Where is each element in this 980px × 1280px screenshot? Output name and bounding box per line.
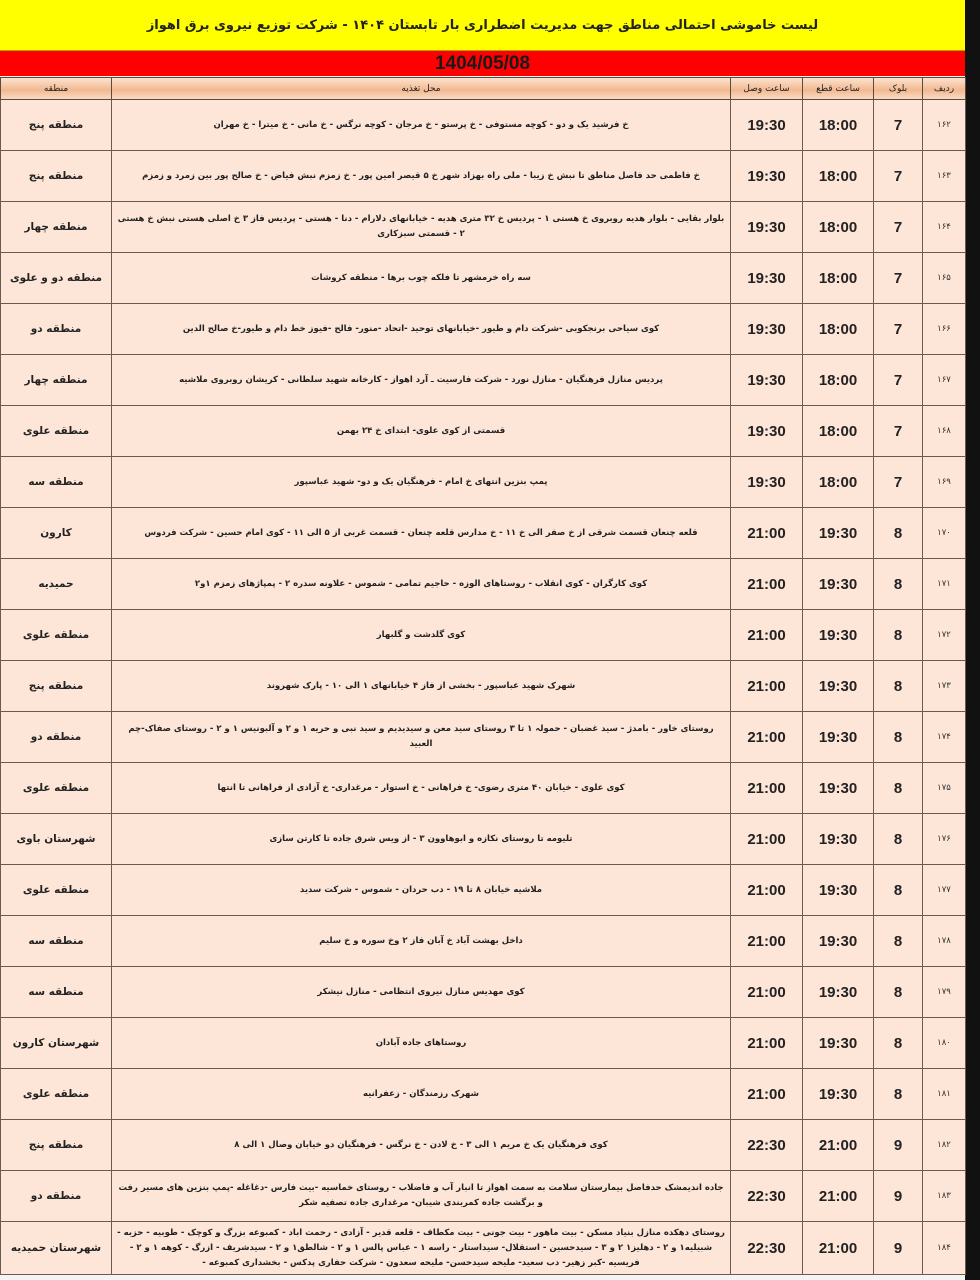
location-cell: کوی مهدیس منازل نیروی انتظامی - منازل نیشکر <box>112 967 731 1018</box>
location-cell: پردیس منازل فرهنگیان - منازل نورد - شرکت فارسیت ـ آرد اهواز - کارخانه شهید سلطانی - کریشان روبروی ملاشیه <box>112 355 731 406</box>
cut-time-cell: 19:30 <box>803 967 874 1018</box>
reconnect-time-cell: 21:00 <box>731 508 803 559</box>
cut-time-cell: 19:30 <box>803 865 874 916</box>
location-cell: بلوار بقایی - بلوار هدیه روبروی خ هستی ۱ - پردیس خ ۳۲ متری هدیه - خیابانهای دلارام - دنا - هستی - پردیس فاز ۳ خ اصلی هستی نبش خ هستی ۲ - قسمتی سبزکاری <box>112 202 731 253</box>
reconnect-time-cell: 21:00 <box>731 559 803 610</box>
region-cell: منطقه سه <box>1 916 112 967</box>
cut-time-cell: 21:00 <box>803 1120 874 1171</box>
block-cell: 9 <box>874 1222 923 1275</box>
block-cell: 8 <box>874 661 923 712</box>
block-cell: 7 <box>874 304 923 355</box>
block-cell: 8 <box>874 865 923 916</box>
cut-time-cell: 19:30 <box>803 1018 874 1069</box>
location-cell: خ فاطمی حد فاصل مناطق تا نبش خ زیبا - ملی راه بهزاد شهر خ ۵ قیصر امین پور - خ زمزم نبش فیاض - خ صالح پور بین زمرد و زمزم <box>112 151 731 202</box>
row-number-cell: ۱۸۱ <box>923 1069 966 1120</box>
row-number-cell: ۱۶۳ <box>923 151 966 202</box>
region-cell: منطقه چهار <box>1 202 112 253</box>
cut-time-cell: 19:30 <box>803 508 874 559</box>
region-cell: منطقه علوی <box>1 763 112 814</box>
region-cell: منطقه علوی <box>1 1069 112 1120</box>
document-title: لیست خاموشی احتمالی مناطق جهت مدیریت اضطراری بار تابستان ۱۴۰۴ - شرکت توزیع نیروی برق اهواز <box>0 0 965 51</box>
row-number-cell: ۱۶۴ <box>923 202 966 253</box>
row-number-cell: ۱۶۷ <box>923 355 966 406</box>
reconnect-time-cell: 21:00 <box>731 916 803 967</box>
location-cell: تلیومه تا روستای نکازه و ابوهاوون ۳ - از ویس شرق جاده تا کارتن سازی <box>112 814 731 865</box>
region-cell: منطقه پنج <box>1 1120 112 1171</box>
table-row <box>1 814 966 865</box>
reconnect-time-cell: 21:00 <box>731 865 803 916</box>
header-reconnect-time: ساعت وصل <box>731 78 803 100</box>
reconnect-time-cell: 19:30 <box>731 100 803 151</box>
region-cell: شهرستان حمیدیه <box>1 1222 112 1275</box>
table-row <box>1 355 966 406</box>
row-number-cell: ۱۷۰ <box>923 508 966 559</box>
location-cell: ملاشیه خیابان ۸ تا ۱۹ - دب حردان - شموس - شرکت سدید <box>112 865 731 916</box>
table-row <box>1 1171 966 1222</box>
region-cell: منطقه علوی <box>1 610 112 661</box>
reconnect-time-cell: 21:00 <box>731 712 803 763</box>
row-number-cell: ۱۸۲ <box>923 1120 966 1171</box>
table-row <box>1 202 966 253</box>
cut-time-cell: 21:00 <box>803 1222 874 1275</box>
row-number-cell: ۱۶۹ <box>923 457 966 508</box>
cut-time-cell: 18:00 <box>803 457 874 508</box>
row-number-cell: ۱۷۴ <box>923 712 966 763</box>
cut-time-cell: 18:00 <box>803 202 874 253</box>
reconnect-time-cell: 19:30 <box>731 406 803 457</box>
block-cell: 8 <box>874 1018 923 1069</box>
region-cell: منطقه دو <box>1 304 112 355</box>
table-row <box>1 151 966 202</box>
header-row-number: ردیف <box>923 78 966 100</box>
table-row <box>1 559 966 610</box>
row-number-cell: ۱۶۸ <box>923 406 966 457</box>
cut-time-cell: 21:00 <box>803 1171 874 1222</box>
region-cell: منطقه علوی <box>1 406 112 457</box>
region-cell: منطقه دو <box>1 712 112 763</box>
location-cell: شهرک شهید عباسپور - بخشی از فاز ۴ خیابانهای ۱ الی ۱۰ - پارک شهروند <box>112 661 731 712</box>
region-cell: منطقه پنج <box>1 151 112 202</box>
row-number-cell: ۱۶۶ <box>923 304 966 355</box>
cut-time-cell: 19:30 <box>803 712 874 763</box>
row-number-cell: ۱۶۵ <box>923 253 966 304</box>
location-cell: سه راه خرمشهر تا فلکه چوب برها - منطقه کروشات <box>112 253 731 304</box>
table-row <box>1 763 966 814</box>
cut-time-cell: 18:00 <box>803 151 874 202</box>
table-row <box>1 1120 966 1171</box>
cut-time-cell: 18:00 <box>803 253 874 304</box>
block-cell: 7 <box>874 100 923 151</box>
table-header-row <box>1 78 966 100</box>
reconnect-time-cell: 22:30 <box>731 1171 803 1222</box>
location-cell: روستای دهکده منازل بنیاد مسکن - بیت ماهور - بیت جونی - بیت مکطاف - قلعه قدیر - آزادی - رحمت اباد - کمبوعه بزرگ و کوچک - طوبیه - حزبه - شبیلیه۱ و ۲ - دهلیز۱ ۲ و ۳ - سیدحسین - استقلال- سیداستار - راسه ۱ - عباس پالس ۱ و ۲ - شالطق۱ و ۲ - سیدشریف - ازرگ - کوهه ۱ و ۲ - فریسیه -کبر زهیر- دب سعید- ملیحه سیدحسن- ملیحه سعدون - شرکت حفاری پدکس - بخشداری کمبوعه - <box>112 1222 731 1275</box>
location-cell: جاده اندیمشک حدفاصل بیمارستان سلامت به سمت اهواز تا انبار آب و فاضلاب - روستای خماسیه -بیت فارس -دغاغله -پمپ بنزین های مسیر رفت و برگشت جاده کمربندی شیبان- مرغداری جاده تصفیه شکر <box>112 1171 731 1222</box>
region-cell: منطقه دو و علوی <box>1 253 112 304</box>
table-body <box>1 100 966 1275</box>
cut-time-cell: 19:30 <box>803 661 874 712</box>
reconnect-time-cell: 19:30 <box>731 202 803 253</box>
reconnect-time-cell: 21:00 <box>731 610 803 661</box>
header-region: منطقه <box>1 78 112 100</box>
block-cell: 7 <box>874 253 923 304</box>
block-cell: 8 <box>874 1069 923 1120</box>
location-cell: قسمتی از کوی علوی- ابتدای خ ۲۴ بهمن <box>112 406 731 457</box>
reconnect-time-cell: 19:30 <box>731 457 803 508</box>
location-cell: خ فرشید یک و دو - کوچه مستوفی - خ پرستو - خ مرجان - کوچه نرگس - خ مانی - خ میترا - خ مهران <box>112 100 731 151</box>
cut-time-cell: 18:00 <box>803 100 874 151</box>
location-cell: کوی علوی - خیابان ۴۰ متری رضوی- خ فراهانی - خ استوار - مرغداری- خ آزادی از فراهانی تا انتها <box>112 763 731 814</box>
table-row <box>1 967 966 1018</box>
table-row <box>1 865 966 916</box>
reconnect-time-cell: 19:30 <box>731 355 803 406</box>
header-block: بلوک <box>874 78 923 100</box>
block-cell: 8 <box>874 814 923 865</box>
location-cell: کوی کارگران - کوی انقلاب - روستاهای الوزه - حاجیم تمامی - شموس - علاونه سدره ۲ - پمپاژهای زمزم ۱و۲ <box>112 559 731 610</box>
reconnect-time-cell: 19:30 <box>731 304 803 355</box>
block-cell: 7 <box>874 406 923 457</box>
region-cell: شهرستان باوی <box>1 814 112 865</box>
block-cell: 8 <box>874 916 923 967</box>
row-number-cell: ۱۸۳ <box>923 1171 966 1222</box>
row-number-cell: ۱۷۳ <box>923 661 966 712</box>
reconnect-time-cell: 21:00 <box>731 1018 803 1069</box>
region-cell: حمیدیه <box>1 559 112 610</box>
reconnect-time-cell: 21:00 <box>731 1069 803 1120</box>
table-row <box>1 406 966 457</box>
region-cell: منطقه چهار <box>1 355 112 406</box>
block-cell: 8 <box>874 967 923 1018</box>
row-number-cell: ۱۷۷ <box>923 865 966 916</box>
table-row <box>1 100 966 151</box>
cut-time-cell: 19:30 <box>803 1069 874 1120</box>
document-date: 1404/05/08 <box>0 51 965 76</box>
location-cell: روستای خاور - بامدژ - سید غضبان - حمولہ ۱ تا ۳ روستای سید معن و سیدیدیم و سید نبی و حریه ۱ و ۲ و آلبونیس ۱ و ۲ - روستای صفاک-چم العبید <box>112 712 731 763</box>
table-row <box>1 712 966 763</box>
block-cell: 9 <box>874 1120 923 1171</box>
table-row <box>1 1018 966 1069</box>
reconnect-time-cell: 19:30 <box>731 151 803 202</box>
row-number-cell: ۱۷۶ <box>923 814 966 865</box>
cut-time-cell: 18:00 <box>803 355 874 406</box>
block-cell: 7 <box>874 355 923 406</box>
table-row <box>1 916 966 967</box>
row-number-cell: ۱۸۴ <box>923 1222 966 1275</box>
location-cell: پمپ بنزین انتهای خ امام - فرهنگیان یک و دو- شهید عباسپور <box>112 457 731 508</box>
cut-time-cell: 19:30 <box>803 763 874 814</box>
cut-time-cell: 18:00 <box>803 406 874 457</box>
cut-time-cell: 18:00 <box>803 304 874 355</box>
table-row <box>1 253 966 304</box>
table-row <box>1 661 966 712</box>
row-number-cell: ۱۷۸ <box>923 916 966 967</box>
reconnect-time-cell: 21:00 <box>731 661 803 712</box>
outage-table <box>0 77 966 1275</box>
header-location: محل تغذیه <box>112 78 731 100</box>
block-cell: 8 <box>874 508 923 559</box>
region-cell: منطقه دو <box>1 1171 112 1222</box>
row-number-cell: ۱۷۱ <box>923 559 966 610</box>
table-row <box>1 1069 966 1120</box>
location-cell: روستاهای جاده آبادان <box>112 1018 731 1069</box>
cut-time-cell: 19:30 <box>803 916 874 967</box>
block-cell: 8 <box>874 712 923 763</box>
block-cell: 7 <box>874 457 923 508</box>
location-cell: کوی سیاحی برنجکوبی -شرکت دام و طیور -خیابانهای توحید -اتحاد -منور- فالح -فیوز خط دام و طیور-خ صالح الدین <box>112 304 731 355</box>
location-cell: کوی فرهنگیان یک خ مریم ۱ الی ۳ - خ لادن - خ نرگس - فرهنگیان دو خیابان وصال ۱ الی ۸ <box>112 1120 731 1171</box>
block-cell: 7 <box>874 202 923 253</box>
reconnect-time-cell: 22:30 <box>731 1222 803 1275</box>
region-cell: منطقه سه <box>1 967 112 1018</box>
table-row <box>1 1222 966 1275</box>
location-cell: کوی گلدشت و گلبهار <box>112 610 731 661</box>
row-number-cell: ۱۸۰ <box>923 1018 966 1069</box>
table-row <box>1 457 966 508</box>
block-cell: 9 <box>874 1171 923 1222</box>
location-cell: داخل بهشت آباد خ آبان فاز ۲ وخ سوره و خ سلیم <box>112 916 731 967</box>
table-row <box>1 304 966 355</box>
table-row <box>1 508 966 559</box>
reconnect-time-cell: 21:00 <box>731 763 803 814</box>
reconnect-time-cell: 21:00 <box>731 967 803 1018</box>
table-row <box>1 610 966 661</box>
region-cell: منطقه سه <box>1 457 112 508</box>
location-cell: قلعه چنعان قسمت شرقی از خ صفر الی خ ۱۱ - خ مدارس قلعه چنعان - قسمت غربی از ۵ الی ۱۱ - کوی امام حسین - شرکت فردوس <box>112 508 731 559</box>
reconnect-time-cell: 21:00 <box>731 814 803 865</box>
row-number-cell: ۱۷۵ <box>923 763 966 814</box>
region-cell: کارون <box>1 508 112 559</box>
row-number-cell: ۱۷۲ <box>923 610 966 661</box>
cut-time-cell: 19:30 <box>803 610 874 661</box>
cut-time-cell: 19:30 <box>803 559 874 610</box>
region-cell: منطقه علوی <box>1 865 112 916</box>
cut-time-cell: 19:30 <box>803 814 874 865</box>
location-cell: شهرک رزمندگان - زعفرانیه <box>112 1069 731 1120</box>
region-cell: شهرستان کارون <box>1 1018 112 1069</box>
header-cut-time: ساعت قطع <box>803 78 874 100</box>
reconnect-time-cell: 19:30 <box>731 253 803 304</box>
reconnect-time-cell: 22:30 <box>731 1120 803 1171</box>
block-cell: 8 <box>874 763 923 814</box>
row-number-cell: ۱۷۹ <box>923 967 966 1018</box>
block-cell: 8 <box>874 610 923 661</box>
row-number-cell: ۱۶۲ <box>923 100 966 151</box>
block-cell: 8 <box>874 559 923 610</box>
region-cell: منطقه پنج <box>1 661 112 712</box>
region-cell: منطقه پنج <box>1 100 112 151</box>
block-cell: 7 <box>874 151 923 202</box>
